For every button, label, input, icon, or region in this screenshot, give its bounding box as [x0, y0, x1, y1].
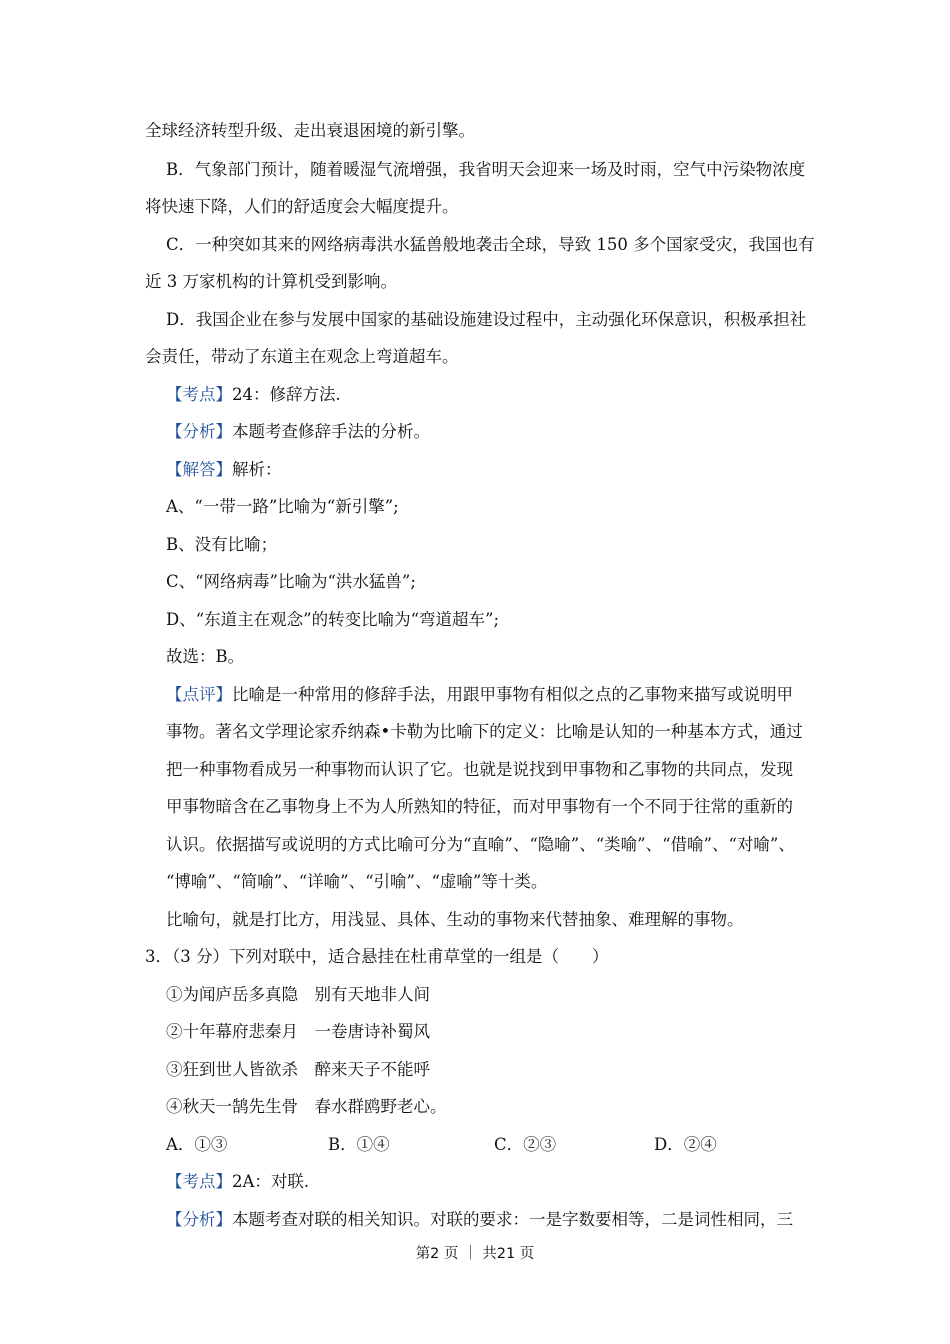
kaodian-text: 24：修辞方法. [232, 385, 341, 404]
q2-answer: 故选：B。 [166, 647, 245, 666]
dianping-tag: 【点评】 [166, 685, 232, 704]
option-c-line-1: C．一种突如其来的网络病毒洪水猛兽般地袭击全球，导致 150 多个国家受灾，我国也有 [166, 235, 815, 254]
q3-kaodian [166, 1171, 309, 1193]
q3-choice-c: C．②③ [494, 1135, 557, 1154]
q2-jieda [166, 459, 282, 481]
fenxi-text: 本题考查对联的相关知识。对联的要求：一是字数要相等，二是词性相同，三 [232, 1210, 793, 1229]
fenxi-text: 本题考查修辞手法的分析。 [232, 422, 430, 441]
q3-item-3: ③狂到世人皆欲杀 醉来天子不能呼 [166, 1060, 430, 1079]
jieda-tag: 【解答】 [166, 460, 232, 479]
fenxi-tag: 【分析】 [166, 422, 232, 441]
kaodian-tag: 【考点】 [166, 385, 232, 404]
q2-dianping-line-4: 甲事物暗含在乙事物身上不为人所熟知的特征，而对甲事物有一个不同于往常的重新的 [166, 797, 793, 816]
q2-analysis-d: D、“东道主在观念”的转变比喻为“弯道超车”; [166, 610, 500, 629]
dianping-text-1: 比喻是一种常用的修辞手法，用跟甲事物有相似之点的乙事物来描写或说明甲 [232, 685, 793, 704]
q2-dianping-line-1 [166, 684, 793, 706]
q3-item-2: ②十年幕府悲秦月 一卷唐诗补蜀风 [166, 1022, 430, 1041]
q3-stem: 3．（3 分）下列对联中，适合悬挂在杜甫草堂的一组是（ ） [145, 947, 609, 966]
q3-choice-b: B．①④ [328, 1135, 390, 1154]
q2-dianping-line-3: 把一种事物看成另一种事物而认识了它。也就是说找到甲事物和乙事物的共同点，发现 [166, 760, 793, 779]
q2-fenxi [166, 421, 430, 443]
q2-dianping-line-7: 比喻句，就是打比方，用浅显、具体、生动的事物来代替抽象、难理解的事物。 [166, 910, 744, 929]
jieda-text: 解析： [232, 460, 282, 479]
option-d-line-2: 会责任，带动了东道主在观念上弯道超车。 [145, 347, 459, 366]
option-b-line-1: B．气象部门预计，随着暖湿气流增强，我省明天会迎来一场及时雨，空气中污染物浓度 [166, 160, 806, 179]
q2-dianping-line-6: “博喻”、“简喻”、“详喻”、“引喻”、“虚喻”等十类。 [166, 872, 548, 891]
fenxi-tag: 【分析】 [166, 1210, 232, 1229]
q2-analysis-b: B、没有比喻； [166, 535, 278, 554]
q2-dianping-line-5: 认识。依据描写或说明的方式比喻可分为“直喻”、“隐喻”、“类喻”、“借喻”、“对喻”、 [166, 835, 795, 854]
q2-analysis-c: C、“网络病毒”比喻为“洪水猛兽”; [166, 572, 416, 591]
q3-choice-d: D．②④ [654, 1135, 717, 1154]
kaodian-tag: 【考点】 [166, 1172, 232, 1191]
option-c-line-2: 近 3 万家机构的计算机受到影响。 [145, 272, 397, 291]
option-b-line-2: 将快速下降，人们的舒适度会大幅度提升。 [145, 197, 459, 216]
q3-item-4: ④秋天一鹄先生骨 春水群鸥野老心。 [166, 1097, 447, 1116]
q2-kaodian [166, 384, 341, 406]
q3-fenxi [166, 1209, 793, 1231]
q3-item-1: ①为闻庐岳多真隐 别有天地非人间 [166, 985, 430, 1004]
q2-analysis-a: A、“一带一路”比喻为“新引擎”; [166, 497, 399, 516]
q3-choice-a: A．①③ [166, 1135, 228, 1154]
option-a-continuation: 全球经济转型升级、走出衰退困境的新引擎。 [145, 121, 475, 140]
page-footer: 第2 页 ｜ 共21 页 [415, 1246, 535, 1262]
kaodian-text: 2A：对联. [232, 1172, 310, 1191]
q2-dianping-line-2: 事物。著名文学理论家乔纳森•卡勒为比喻下的定义：比喻是认知的一种基本方式，通过 [166, 722, 803, 741]
option-d-line-1: D．我国企业在参与发展中国家的基础设施建设过程中，主动强化环保意识，积极承担社 [166, 310, 807, 329]
